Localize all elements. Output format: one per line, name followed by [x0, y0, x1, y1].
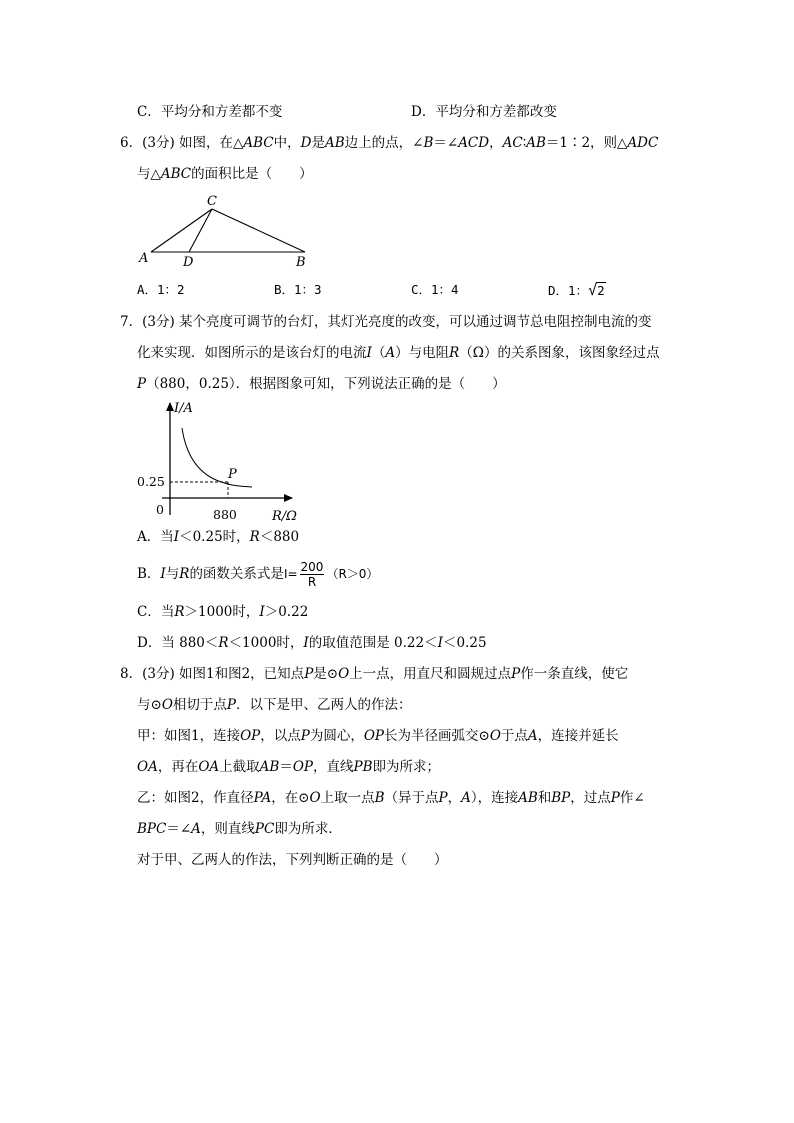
- q7-option-a: A．当I＜0.25时，R＜880: [137, 529, 300, 545]
- point-p-label: P: [228, 467, 237, 482]
- q6-stem-line1: 6．(3分) 如图，在△ABC中，D是AB边上的点，∠B＝∠ACD，AC∶AB＝1∶2，则△ADC: [120, 135, 659, 151]
- q5-option-d: D．平均分和方差都改变: [411, 104, 557, 120]
- q7-graph: [136, 400, 311, 525]
- y-axis-label: I/A: [174, 401, 193, 416]
- q6-label-d: D: [183, 255, 194, 270]
- q7-stem-line2: 化来实现．如图所示的是该台灯的电流I（A）与电阻R（Ω）的关系图象，该图象经过点: [137, 345, 660, 361]
- q6-option-d: D．1：√2: [548, 281, 605, 299]
- x-axis-label: R/Ω: [272, 509, 297, 524]
- q6-label-a: A: [139, 251, 149, 266]
- x-tick-label: 880: [213, 507, 237, 522]
- q7-option-c: C．当R＞1000时，I＞0.22: [137, 604, 309, 620]
- y-tick-label: 0.25: [137, 474, 165, 489]
- q7-stem-line1: 7．(3分) 某个亮度可调节的台灯，其灯光亮度的改变，可以通过调节总电阻控制电流的变: [120, 314, 652, 330]
- formula-fraction: $\frac{200}{R}$: [300, 560, 324, 589]
- q8-stem-line1: 8．(3分) 如图1和图2，已知点P是⊙O上一点，用直尺和圆规过点P作一条直线，使它: [120, 666, 629, 682]
- q8-jia-line1: 甲：如图1，连接OP，以点P为圆心，OP长为半径画弧交⊙O于点A，连接并延长: [137, 728, 619, 744]
- q8-jia-line2: OA，再在OA上截取AB＝OP，直线PB即为所求；: [137, 759, 440, 775]
- q7-option-d: D．当 880＜R＜1000时，I的取值范围是 0.22＜I＜0.25: [137, 635, 487, 651]
- q6-option-c: C．1：4: [411, 282, 459, 297]
- origin-label: 0: [156, 502, 164, 517]
- q6-label-c: C: [207, 194, 217, 209]
- q6-stem-line2: 与△ABC的面积比是（ ）: [137, 166, 313, 182]
- q8-yi-line2: BPC＝∠A，则直线PC即为所求．: [137, 821, 342, 837]
- q7-option-b: B．I与R的函数关系式是I= $\frac{200}{R}$ （R＞0）: [137, 560, 379, 589]
- q5-option-c: C．平均分和方差都不变: [137, 104, 283, 120]
- q8-question: 对于甲、乙两人的作法，下列判断正确的是（ ）: [137, 852, 448, 868]
- q6-triangle-figure: [136, 190, 316, 270]
- inverse-curve: [182, 428, 252, 487]
- q8-stem-line2: 与⊙O相切于点P．以下是甲、乙两人的作法：: [137, 697, 412, 713]
- q6-label-b: B: [296, 255, 306, 270]
- q8-yi-line1: 乙：如图2，作直径PA，在⊙O上取一点B（异于点P，A），连接AB和BP，过点P作∠: [137, 790, 645, 806]
- q6-option-b: B．1：3: [274, 282, 322, 297]
- sqrt-radicand: 2: [597, 283, 605, 298]
- q6-option-a: A．1：2: [137, 282, 185, 297]
- q7-stem-line3: P（880，0.25）．根据图象可知，下列说法正确的是（ ）: [137, 376, 506, 392]
